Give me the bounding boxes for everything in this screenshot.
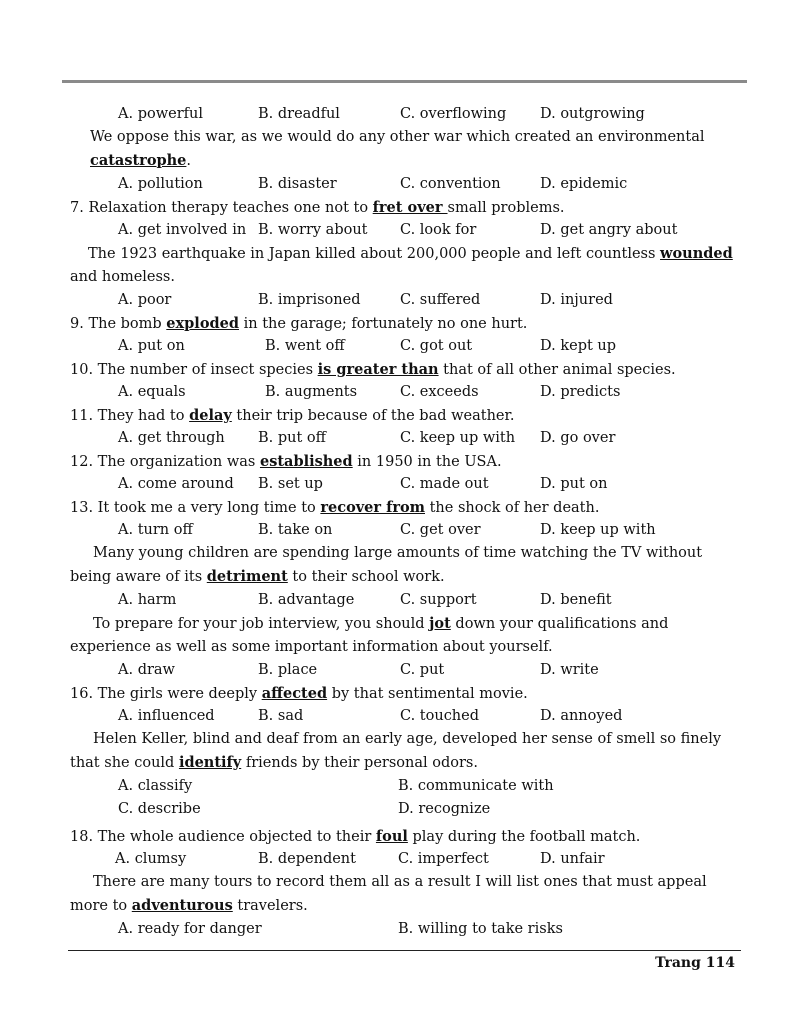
option-b: B. went off — [265, 338, 345, 354]
option-b: B. dreadful — [258, 106, 340, 122]
options-row — [70, 335, 740, 358]
stem-text-end: play during the football match. — [407, 829, 641, 845]
option-b: B. imprisoned — [258, 292, 361, 308]
option-c: C. got out — [400, 338, 473, 354]
option-c: C. exceeds — [400, 384, 479, 400]
option-a: A. clumsy — [115, 851, 187, 867]
option-b: B. worry about — [258, 222, 368, 238]
keyword: identify — [178, 754, 242, 771]
option-b: B. willing to take risks — [398, 921, 563, 937]
option-a: A. pollution — [118, 176, 203, 192]
question-stem — [70, 450, 740, 473]
option-d: D. get angry about — [540, 222, 678, 238]
option-c: C. imperfect — [398, 851, 489, 867]
keyword: catastrophe — [90, 152, 187, 169]
stem-text: 11. They had to — [70, 408, 190, 424]
stem-text: 13. It took me a very long time to — [70, 500, 321, 516]
options-row — [70, 173, 740, 196]
options-row — [70, 589, 740, 612]
question-stem — [70, 358, 740, 381]
option-b: B. take on — [258, 522, 333, 538]
option-a: A. harm — [118, 592, 177, 608]
question-stem — [70, 825, 740, 848]
option-c: C. overflowing — [400, 106, 507, 122]
stem-text: There are many tours to record them all as a result I will list ones that must appeal more to — [70, 874, 707, 914]
stem-text-end: in the garage; fortunately no one hurt. — [239, 316, 528, 332]
keyword: delay — [189, 407, 232, 424]
option-d: D. outgrowing — [540, 106, 645, 122]
question-stem — [70, 312, 740, 335]
stem-text-end: friends by their personal odors. — [241, 755, 478, 771]
option-b: B. advantage — [258, 592, 355, 608]
option-d: D. recognize — [398, 801, 491, 817]
option-b: B. put off — [258, 430, 326, 446]
keyword: adventurous — [131, 897, 233, 914]
keyword: affected — [261, 685, 328, 702]
option-a: A. draw — [118, 662, 175, 678]
keyword: exploded — [166, 315, 239, 332]
option-a: A. equals — [118, 384, 186, 400]
options-row — [70, 103, 740, 126]
stem-text-end: . — [186, 153, 192, 169]
option-a: A. powerful — [118, 106, 203, 122]
stem-text: 18. The whole audience objected to their — [70, 829, 376, 845]
options-row — [70, 705, 740, 728]
option-c: C. suffered — [400, 292, 481, 308]
stem-text-end: and homeless. — [70, 269, 175, 285]
stem-text-end: that of all other animal species. — [438, 362, 676, 378]
option-a: A. influenced — [118, 708, 215, 724]
stem-text: Helen Keller, blind and deaf from an early age, developed her sense of smell so finely that she could — [70, 731, 722, 771]
question-stem — [70, 871, 740, 918]
option-d: D. predicts — [540, 384, 621, 400]
options-row — [70, 473, 740, 496]
option-b: B. set up — [258, 476, 323, 492]
option-c: C. get over — [400, 522, 481, 538]
options-row — [70, 427, 740, 450]
page-number: Trang 114 — [655, 955, 735, 971]
stem-text-end: travelers. — [232, 898, 308, 914]
option-a: A. classify — [118, 778, 193, 794]
options-row — [70, 848, 740, 871]
option-b: B. place — [258, 662, 318, 678]
question-stem — [70, 612, 740, 659]
stem-text: 7. Relaxation therapy teaches one not to — [70, 200, 373, 216]
option-d: D. epidemic — [540, 176, 628, 192]
stem-text: The 1923 earthquake in Japan killed about 200,000 people and left countless — [88, 246, 661, 262]
option-c: C. describe — [118, 801, 201, 817]
keyword: recover from — [320, 499, 425, 516]
keyword: is greater than — [317, 361, 439, 378]
stem-text: 16. The girls were deeply — [70, 686, 262, 702]
stem-text-end: down your qualifications and experience as well as some important information about yourself. — [70, 616, 669, 655]
option-d: D. write — [540, 662, 599, 678]
option-a: A. get through — [118, 430, 225, 446]
keyword: fret over — [372, 199, 448, 216]
question-stem — [70, 404, 740, 427]
option-b: B. communicate with — [398, 778, 554, 794]
option-a: A. put on — [118, 338, 185, 354]
stem-text: To prepare for your job interview, you should — [93, 616, 430, 632]
keyword: wounded — [660, 245, 733, 262]
question-stem — [70, 728, 740, 775]
option-a: A. ready for danger — [118, 921, 262, 937]
option-c: C. put — [400, 662, 445, 678]
option-a: A. poor — [118, 292, 172, 308]
option-a: A. come around — [118, 476, 234, 492]
keyword: established — [259, 453, 353, 470]
option-d: D. benefit — [540, 592, 612, 608]
option-b: B. augments — [265, 384, 358, 400]
question-stem — [70, 682, 740, 705]
stem-text: We oppose this war, as we would do any other war which created an environmental — [90, 129, 705, 145]
stem-text-end: to their school work. — [287, 569, 445, 585]
stem-text-end: the shock of her death. — [425, 500, 600, 516]
stem-text-end: by that sentimental movie. — [327, 686, 528, 702]
option-d: D. put on — [540, 476, 608, 492]
stem-text-end: their trip because of the bad weather. — [231, 408, 515, 424]
keyword: detriment — [206, 568, 288, 585]
question-stem — [70, 542, 740, 589]
option-a: A. turn off — [118, 522, 193, 538]
options-row — [70, 289, 740, 312]
stem-text-end: small problems. — [447, 200, 565, 216]
option-c: C. touched — [400, 708, 480, 724]
option-d: D. annoyed — [540, 708, 623, 724]
option-d: D. kept up — [540, 338, 617, 354]
option-c: C. keep up with — [400, 430, 516, 446]
footer-rule — [68, 950, 741, 951]
option-c: C. convention — [400, 176, 501, 192]
keyword: jot — [429, 615, 451, 632]
stem-text-end: in 1950 in the USA. — [352, 454, 502, 470]
options-row — [70, 775, 740, 798]
option-b: B. dependent — [258, 851, 356, 867]
options-row — [70, 219, 740, 242]
options-row — [70, 798, 740, 821]
question-stem — [70, 496, 740, 519]
stem-text: Many young children are spending large amounts of time watching the TV without being aware of its — [70, 545, 703, 585]
question-stem — [70, 196, 740, 219]
option-d: D. go over — [540, 430, 616, 446]
top-rule — [62, 80, 747, 83]
options-row — [70, 381, 740, 404]
stem-text: 9. The bomb — [70, 316, 167, 332]
option-d: D. keep up with — [540, 522, 656, 538]
option-c: C. made out — [400, 476, 489, 492]
stem-text: 10. The number of insect species — [70, 362, 318, 378]
options-row — [70, 519, 740, 542]
option-a: A. get involved in — [118, 222, 247, 238]
options-row — [70, 659, 740, 682]
option-d: D. injured — [540, 292, 613, 308]
options-row — [70, 918, 740, 941]
option-c: C. support — [400, 592, 477, 608]
option-b: B. disaster — [258, 176, 337, 192]
keyword: foul — [375, 828, 408, 845]
option-b: B. sad — [258, 708, 304, 724]
option-d: D. unfair — [540, 851, 605, 867]
stem-text: 12. The organization was — [70, 454, 260, 470]
question-list — [70, 103, 740, 941]
question-stem — [70, 242, 740, 289]
question-stem — [70, 126, 740, 173]
option-c: C. look for — [400, 222, 477, 238]
